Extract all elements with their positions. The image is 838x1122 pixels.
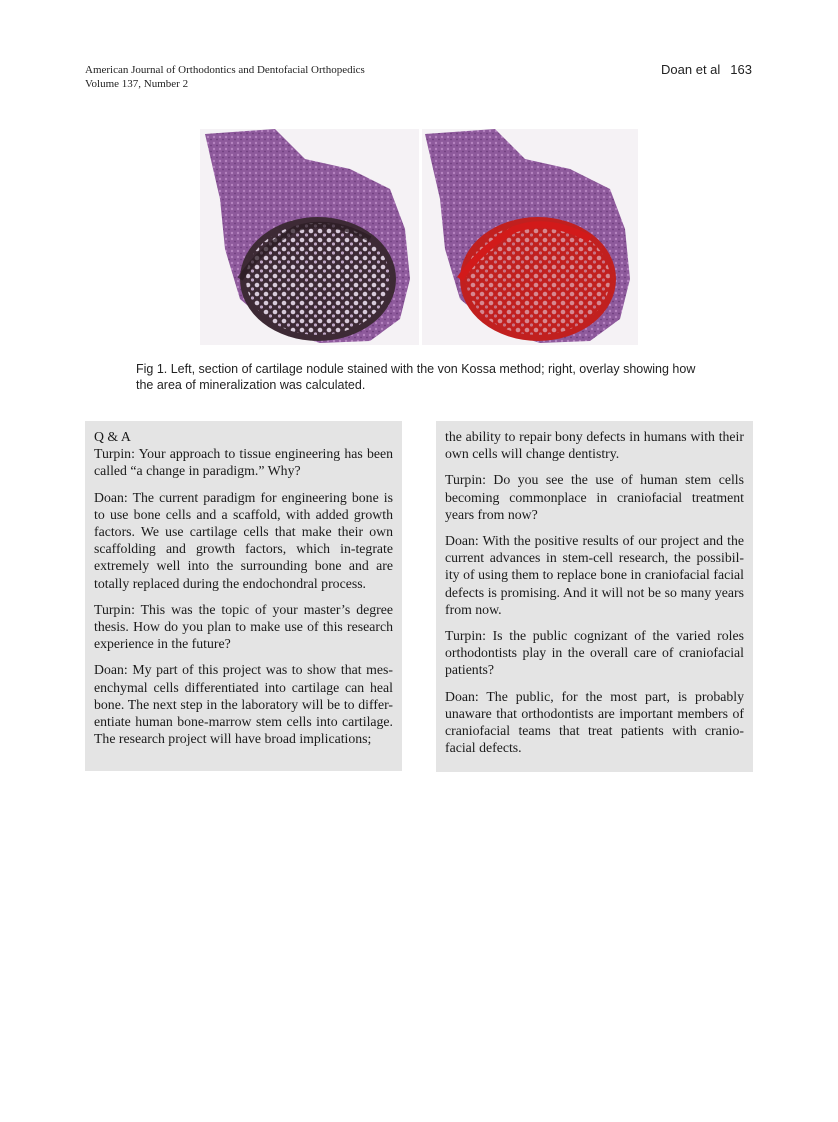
journal-volume: Volume 137, Number 2 xyxy=(85,78,189,90)
qa-paragraph: Doan: The public, for the most part, is probably unaware that orthodontists are important members of craniofacial teams that treat patients with cranio-facial defects. xyxy=(445,688,744,756)
qa-paragraph: Turpin: Your approach to tissue engineering has been called “a change in paradigm.” Why? xyxy=(94,446,393,479)
figure-caption: Fig 1. Left, section of cartilage nodule stained with the von Kossa method; right, overlay showing how the area of mineralization was calculated. xyxy=(136,362,696,392)
page-header-right xyxy=(661,62,752,77)
qa-paragraph: Doan: With the positive results of our project and the current advances in stem-cell research, the possibil-ity of using them to replace bone in craniofacial facial defects is promising. And it will not be so many years from now. xyxy=(445,533,744,617)
qa-paragraph: Turpin: Is the public cognizant of the varied roles orthodontists play in the overall care of craniofacial patients? xyxy=(445,628,744,678)
qa-heading: Q & A xyxy=(94,429,131,444)
journal-title: American Journal of Orthodontics and Dentofacial Orthopedics xyxy=(85,64,365,76)
qa-paragraph: Turpin: Do you see the use of human stem cells becoming commonplace in craniofacial treatment years from now? xyxy=(445,472,744,522)
author-running-head: Doan et al xyxy=(661,62,721,77)
qa-paragraph: Doan: My part of this project was to show that mes-enchymal cells differentiated into cartilage can heal bone. The next step in the laboratory will be to differ-entiate human bone-marrow stem cells into cartilage. The research project will have broad implications; xyxy=(94,662,393,747)
running-header xyxy=(85,63,365,91)
qa-paragraph: Doan: The current paradigm for engineering bone is to use bone cells and a scaffold, with added growth factors. We use cartilage cells that make their own scaffolding and growth factors, which in-tegrate extremely well into the surrounding bone and are totally replaced during the endochondral process. xyxy=(94,489,393,591)
qa-column-right xyxy=(436,421,753,772)
page-number: 163 xyxy=(730,62,752,77)
figure-histology xyxy=(200,129,638,345)
histology-image xyxy=(200,129,638,345)
qa-paragraph: the ability to repair bony defects in humans with their own cells will change dentistry. xyxy=(445,429,744,462)
qa-column-left xyxy=(85,421,402,771)
qa-paragraph: Turpin: This was the topic of your master’s degree thesis. How do you plan to make use of this research experience in the future? xyxy=(94,601,393,652)
